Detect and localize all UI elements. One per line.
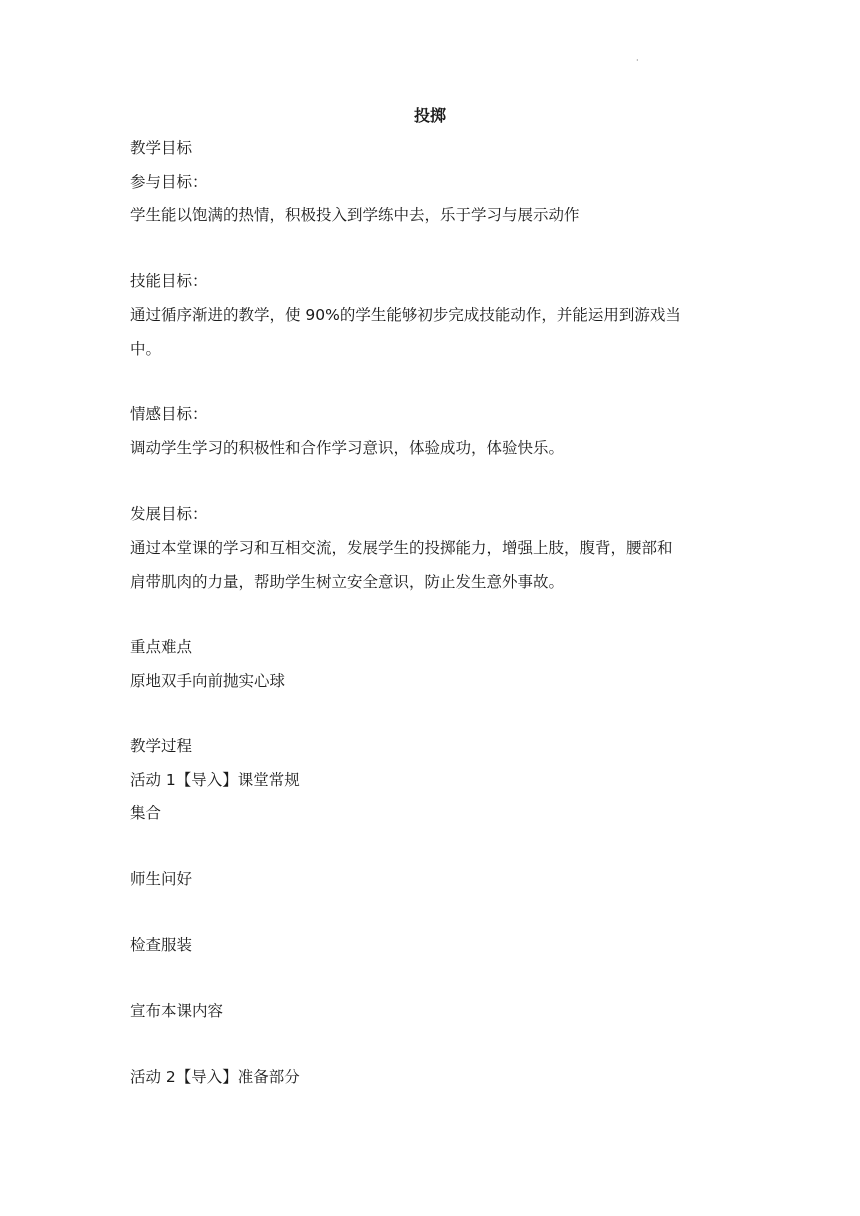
heading-teaching-process: 教学过程 bbox=[130, 737, 193, 755]
paragraph-participation-goal: 学生能以饱满的热情，积极投入到学练中去，乐于学习与展示动作 bbox=[130, 206, 580, 224]
paragraph-skill-goal-line-2: 中。 bbox=[130, 340, 162, 358]
activity-1-step-assemble: 集合 bbox=[130, 804, 162, 822]
paragraph-emotion-goal: 调动学生学习的积极性和合作学习意识，体验成功，体验快乐。 bbox=[130, 439, 565, 457]
subheading-skill-goal: 技能目标： bbox=[130, 272, 208, 290]
subheading-participation-goal: 参与目标： bbox=[130, 173, 208, 191]
activity-1-step-announce-content: 宣布本课内容 bbox=[130, 1002, 224, 1020]
activity-1-title: 活动 1【导入】课堂常规 bbox=[130, 771, 300, 789]
activity-1-step-greeting: 师生问好 bbox=[130, 870, 193, 888]
heading-key-difficulty: 重点难点 bbox=[130, 638, 193, 656]
subheading-development-goal: 发展目标： bbox=[130, 505, 208, 523]
heading-teaching-goals: 教学目标 bbox=[130, 139, 193, 157]
page-title: 投掷 bbox=[413, 106, 446, 125]
paragraph-key-difficulty: 原地双手向前抛实心球 bbox=[130, 672, 286, 690]
corner-mark: · bbox=[636, 56, 639, 65]
subheading-emotion-goal: 情感目标： bbox=[130, 405, 208, 423]
paragraph-development-goal-line-2: 肩带肌肉的力量，帮助学生树立安全意识，防止发生意外事故。 bbox=[130, 573, 565, 591]
paragraph-skill-goal-line-1: 通过循序渐进的教学，使 90%的学生能够初步完成技能动作，并能运用到游戏当 bbox=[130, 306, 681, 324]
paragraph-development-goal-line-1: 通过本堂课的学习和互相交流，发展学生的投掷能力，增强上肢，腹背，腰部和 bbox=[130, 539, 673, 557]
activity-1-step-check-clothing: 检查服装 bbox=[130, 936, 193, 954]
activity-2-title: 活动 2【导入】准备部分 bbox=[130, 1068, 300, 1086]
